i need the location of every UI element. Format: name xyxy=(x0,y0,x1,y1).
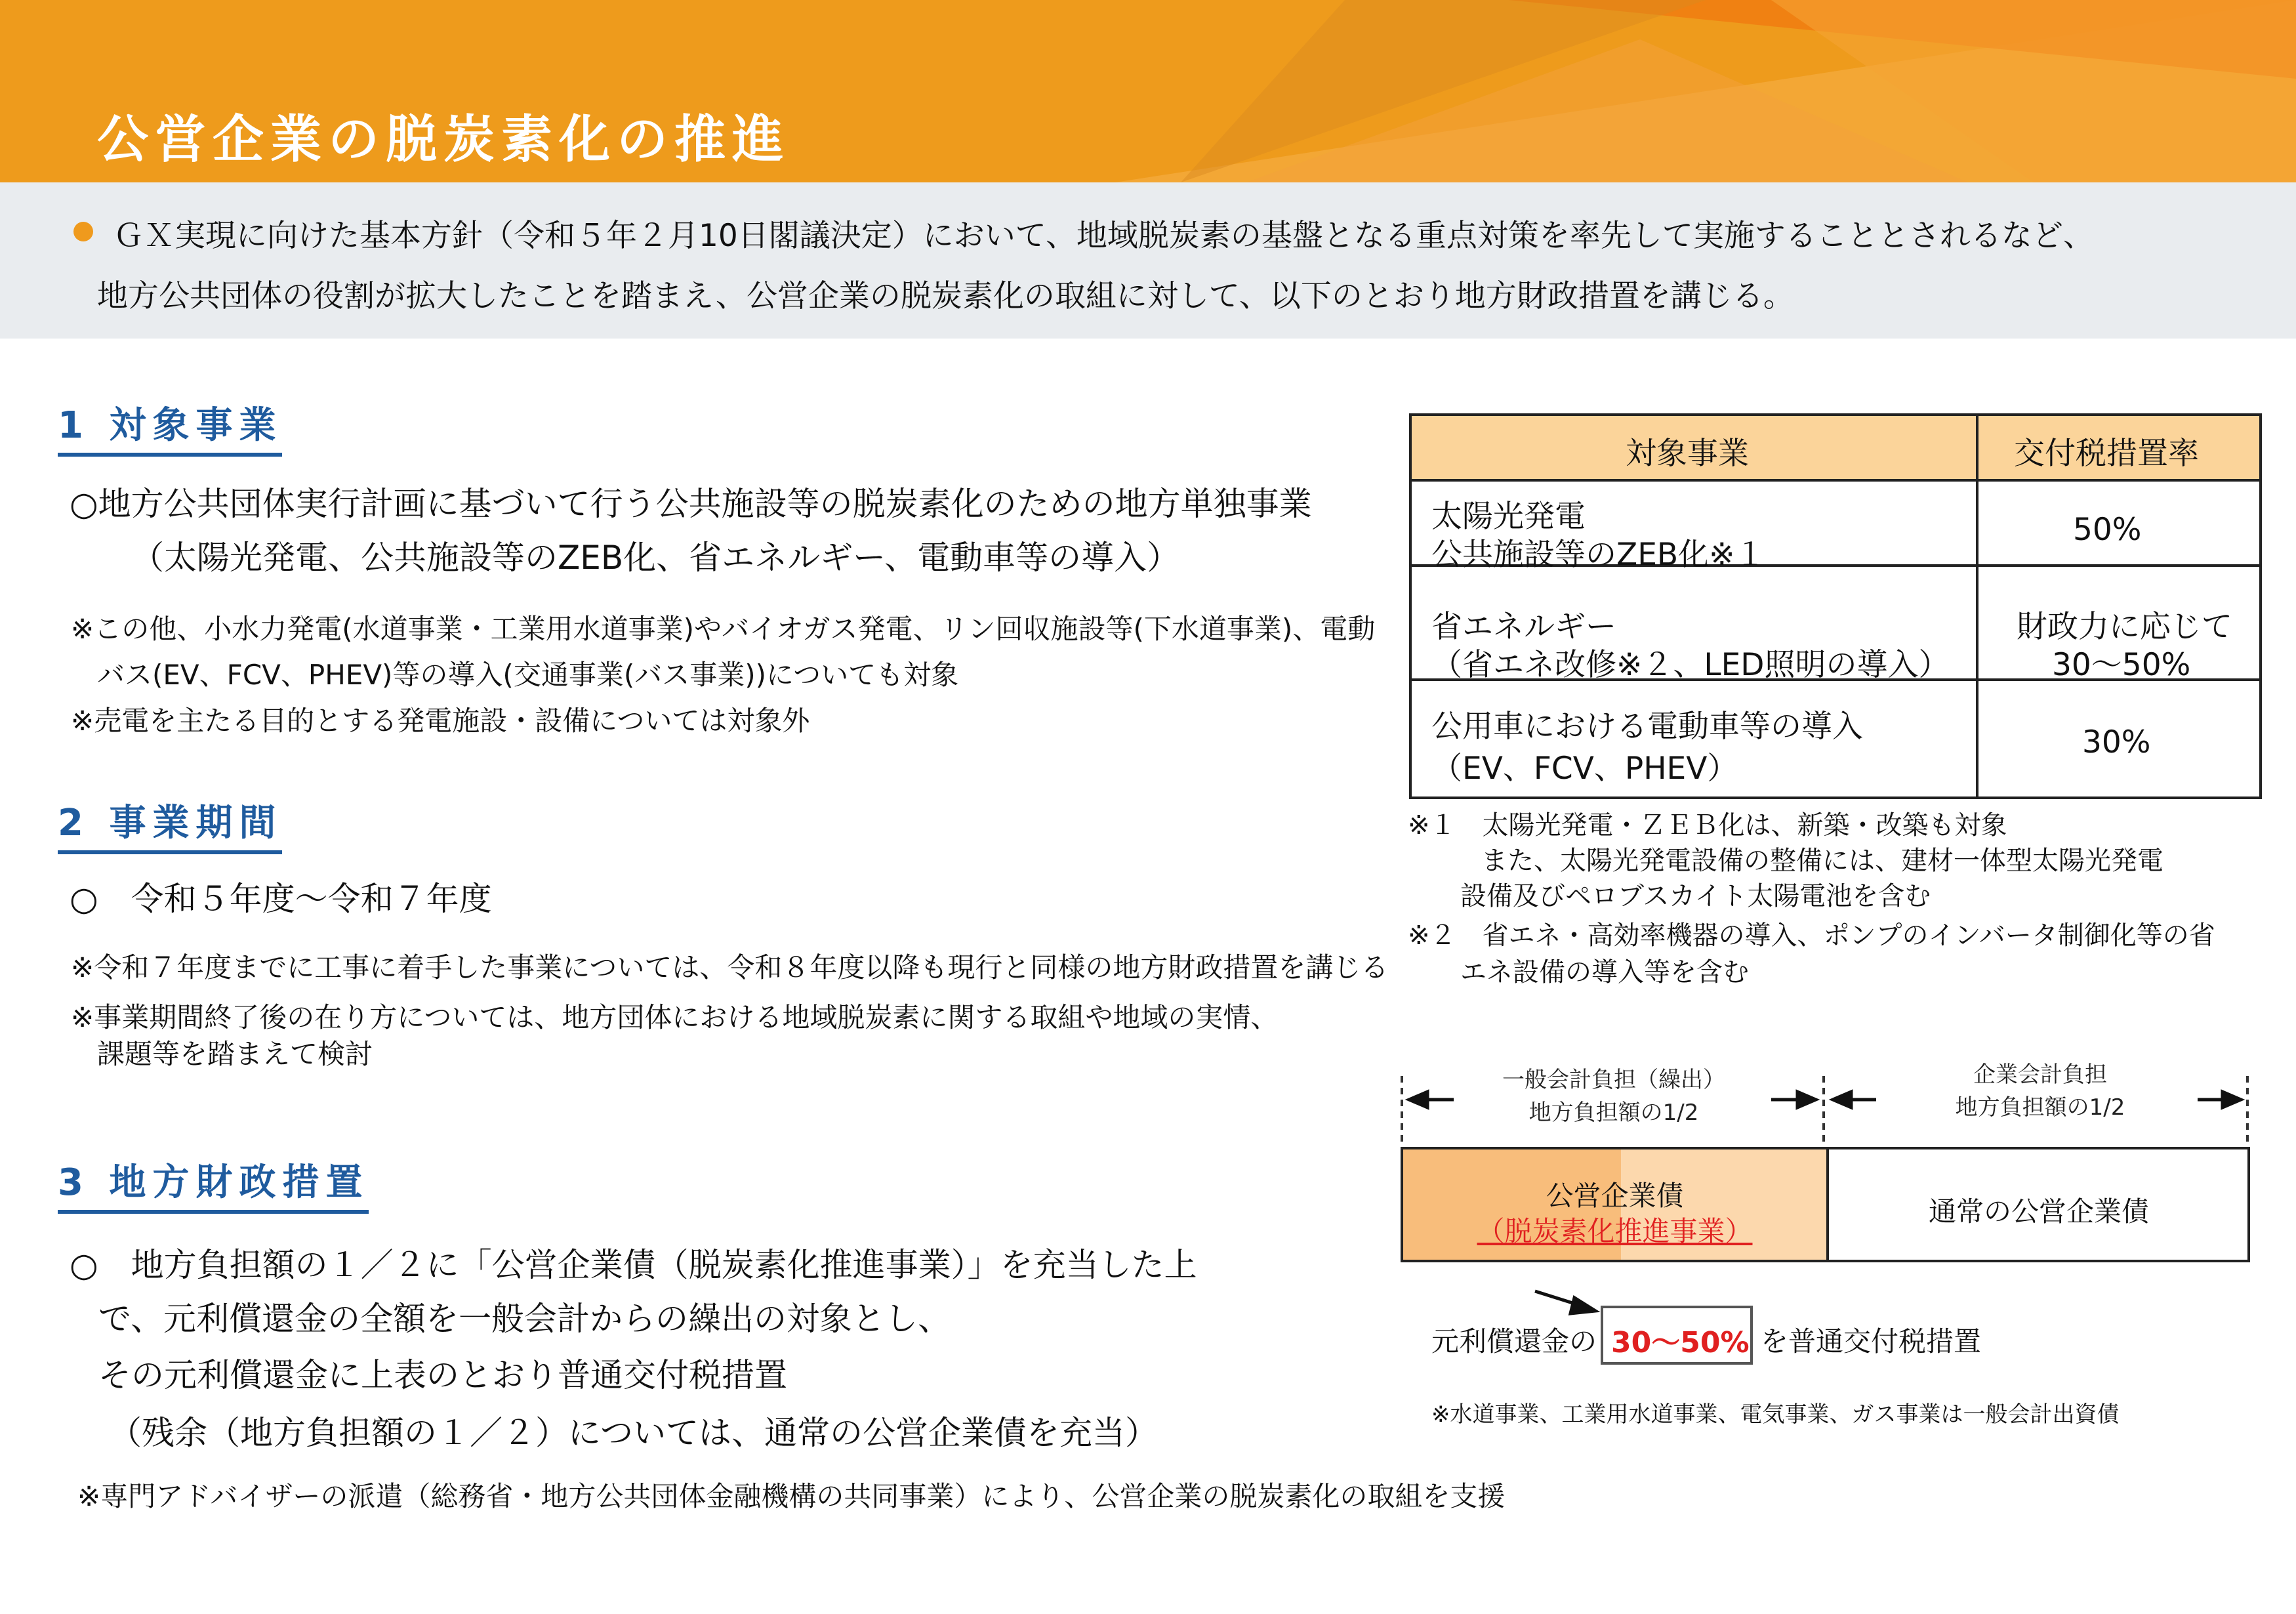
enterprise-account-share: 地方負担額の1/2 xyxy=(1955,1094,2125,1121)
decarbon-bond-sublabel: （脱炭素化推進事業） xyxy=(1477,1215,1753,1247)
bond-breakdown-bar xyxy=(1401,1147,2250,1262)
table-header-rate: 交付税措置率 xyxy=(2014,436,2199,472)
target-line-2: （太陽光発電、公共施設等のZEB化、省エネルギー、電動車等の導入） xyxy=(131,539,1180,577)
finance-line-3: その元利償還金に上表のとおり普通交付税措置 xyxy=(98,1356,787,1394)
target-note-2: ※売電を主たる目的とする発電施設・設備については対象外 xyxy=(71,705,810,737)
table-cell-project: 公用車における電動車等の導入 xyxy=(1431,709,1863,745)
table-cell-project: 公共施設等のZEB化※１ xyxy=(1431,537,1766,573)
section-heading-target: 1 対象事業 xyxy=(58,396,282,457)
section-heading-finance: 3 地方財政措置 xyxy=(58,1153,369,1214)
enterprise-account-label: 企業会計負担 xyxy=(1973,1062,2107,1088)
table-cell-rate: 30% xyxy=(2082,724,2151,760)
table-cell-project: 省エネルギー xyxy=(1431,609,1616,645)
table-cell-rate: 30～50% xyxy=(2052,647,2191,683)
period-note-2a: ※事業期間終了後の在り方については、地方団体における地域脱炭素に関する取組や地域の実情、 xyxy=(71,1001,1279,1033)
decarbon-bond-label: 公営企業債 xyxy=(1546,1180,1684,1212)
table-cell-rate: 50% xyxy=(2073,512,2142,548)
normal-bond-label: 通常の公営企業債 xyxy=(1928,1195,2149,1228)
general-account-label: 一般会計負担（繰出） xyxy=(1502,1067,1725,1093)
target-line-1: ○地方公共団体実行計画に基づいて行う公共施設等の脱炭素化のための地方単独事業 xyxy=(70,485,1312,523)
finance-line-4: （残余（地方負担額の１／２）については、通常の公営企業債を充当） xyxy=(109,1414,1158,1452)
finance-line-1: ○ 地方負担額の１／２に「公営企業債（脱炭素化推進事業）」を充当した上 xyxy=(70,1246,1197,1284)
general-account-share: 地方負担額の1/2 xyxy=(1528,1100,1699,1126)
table-cell-project: （省エネ改修※２、LED照明の導入） xyxy=(1431,647,1950,683)
table-header-project: 対象事業 xyxy=(1626,436,1749,472)
target-note-1a: ※この他、小水力発電(水道事業・工業用水道事業)やバイオガス発電、リン回収施設等(下水道事業)、電動 xyxy=(71,613,1376,645)
page-title: 公営企業の脱炭素化の推進 xyxy=(97,110,790,169)
table-cell-project: （EV、FCV、PHEV） xyxy=(1431,751,1738,787)
table-cell-rate: 財政力に応じて xyxy=(2017,609,2232,645)
section-heading-period: 2 事業期間 xyxy=(58,794,282,854)
result-prefix: 元利償還金の xyxy=(1431,1325,1597,1357)
intro-line-1: ＧＸ実現に向けた基本方針（令和５年２月10日閣議決定）において、地域脱炭素の基盤となる重点対策を率先して実施することとされるなど、 xyxy=(113,218,2094,254)
table-note-2: また、太陽光発電設備の整備には、建材一体型太陽光発電 xyxy=(1481,846,2163,876)
diagram-footnote: ※水道事業、工業用水道事業、電気事業、ガス事業は一般会計出資債 xyxy=(1431,1401,2120,1428)
table-note-1: ※１ 太陽光発電・ＺＥＢ化は、新築・改築も対象 xyxy=(1408,810,2007,840)
table-note-4: ※２ 省エネ・高効率機器の導入、ポンプのインバータ制御化等の省 xyxy=(1408,921,2215,951)
period-note-1: ※令和７年度までに工事に着手した事業については、令和８年度以降も現行と同様の地方財政措置を講じる xyxy=(71,951,1389,983)
intro-line-2: 地方公共団体の役割が拡大したことを踏まえ、公営企業の脱炭素化の取組に対して、以下のとおり地方財政措置を講じる。 xyxy=(97,278,1794,314)
result-suffix: を普通交付税措置 xyxy=(1761,1325,1982,1357)
period-line-1: ○ 令和５年度～令和７年度 xyxy=(70,880,492,918)
table-cell-project: 太陽光発電 xyxy=(1431,499,1586,535)
result-highlight: 30～50% xyxy=(1611,1326,1750,1359)
table-note-5: エネ設備の導入等を含む xyxy=(1460,957,1749,987)
target-note-1b: バス(EV、FCV、PHEV)等の導入(交通事業(バス事業))についても対象 xyxy=(97,659,959,691)
table-note-3: 設備及びペロブスカイト太陽電池を含む xyxy=(1460,881,1931,911)
period-note-2b: 課題等を踏まえて検討 xyxy=(97,1038,373,1070)
advisor-note: ※専門アドバイザーの派遣（総務省・地方公共団体金融機構の共同事業）により、公営企業の脱炭素化の取組を支援 xyxy=(77,1480,1506,1512)
finance-line-2: で、元利償還金の全額を一般会計からの繰出の対象とし、 xyxy=(98,1300,951,1338)
